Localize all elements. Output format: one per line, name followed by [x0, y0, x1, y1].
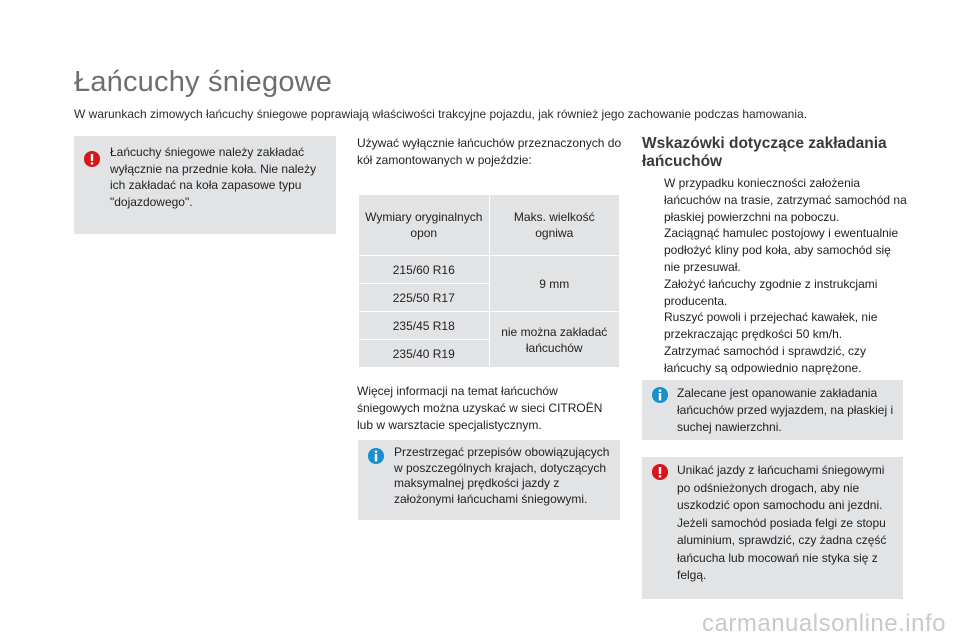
- tire-chain-table: [358, 194, 620, 368]
- tips-list: [642, 175, 910, 377]
- tips-heading: Wskazówki dotyczące zakładania łańcuchów: [642, 135, 887, 170]
- more-info-text: Więcej informacji na temat łańcuchów śniegowych można uzyskać w sieci CITROËN lub w warsztacie specjalistycznym.: [357, 384, 603, 432]
- list-item: Zatrzymać samochód i sprawdzić, czy łańcuchy są odpowiednio naprężone.: [664, 343, 867, 375]
- table-row: [359, 256, 620, 284]
- tire-size-cell: 215/60 R16: [359, 256, 490, 284]
- intro-text: W warunkach zimowych łańcuchy śniegowe poprawiają właściwości trakcyjne pojazdu, jak również jego zachowanie podczas hamowania.: [74, 107, 808, 121]
- link-size-cell: nie można zakładać łańcuchów: [489, 312, 620, 368]
- warning-box-rims: [642, 457, 903, 599]
- warning-text: Łańcuchy śniegowe należy zakładać wyłącznie na przednie koła. Nie należy ich zakładać na koła zapasowe typu "dojazdowego".: [110, 145, 317, 209]
- list-item: W przypadku konieczności założenia łańcuchów na trasie, zatrzymać samochód na płaskiej powierzchni na poboczu.: [664, 176, 907, 224]
- info-text: Zalecane jest opanowanie zakładania łańcuchów przed wyjazdem, na płaskiej i suchej nawierzchni.: [677, 386, 894, 434]
- watermark: carmanualsonline.info: [702, 610, 946, 637]
- link-size-cell: 9 mm: [489, 256, 620, 312]
- info-text: Przestrzegać przepisów obowiązujących w poszczególnych krajach, dotyczących maksymalnej prędkości jazdy z założonymi łańcuchami śniegowymi.: [394, 445, 610, 506]
- list-item: Ruszyć powoli i przejechać kawałek, nie przekraczając prędkości 50 km/h.: [664, 310, 878, 342]
- tire-size-cell: 235/45 R18: [359, 312, 490, 340]
- warning-icon: [83, 150, 101, 168]
- list-item: Założyć łańcuchy zgodnie z instrukcjami producenta.: [664, 276, 878, 308]
- warning-icon: [651, 463, 669, 481]
- info-icon: [367, 447, 385, 465]
- info-box-regulations: [358, 440, 620, 520]
- table-header-link-size: Maks. wielkość ogniwa: [489, 195, 620, 256]
- table-header-tire-size: Wymiary oryginalnych opon: [359, 195, 490, 256]
- info-box-practice: [642, 380, 903, 440]
- warning-text: Unikać jazdy z łańcuchami śniegowymi po odśnieżonych drogach, aby nie uszkodzić opon samochodu ani jezdni. Jeżeli samochód posiada felgi ze stopu aluminium, sprawdzić, czy żadna część łańcucha lub mocowań nie styka się z felgą.: [677, 463, 887, 582]
- info-icon: [651, 386, 669, 404]
- table-row: [359, 312, 620, 340]
- tire-size-cell: 235/40 R19: [359, 340, 490, 368]
- tire-size-cell: 225/50 R17: [359, 284, 490, 312]
- usage-text: Używać wyłącznie łańcuchów przeznaczonych do kół zamontowanych w pojeździe:: [357, 136, 622, 167]
- page-title: Łańcuchy śniegowe: [74, 66, 333, 98]
- table-header-row: [359, 195, 620, 256]
- warning-box-front-wheels: [74, 136, 336, 234]
- list-item: Zaciągnąć hamulec postojowy i ewentualnie podłożyć kliny pod koła, aby samochód się nie przesuwał.: [664, 226, 899, 274]
